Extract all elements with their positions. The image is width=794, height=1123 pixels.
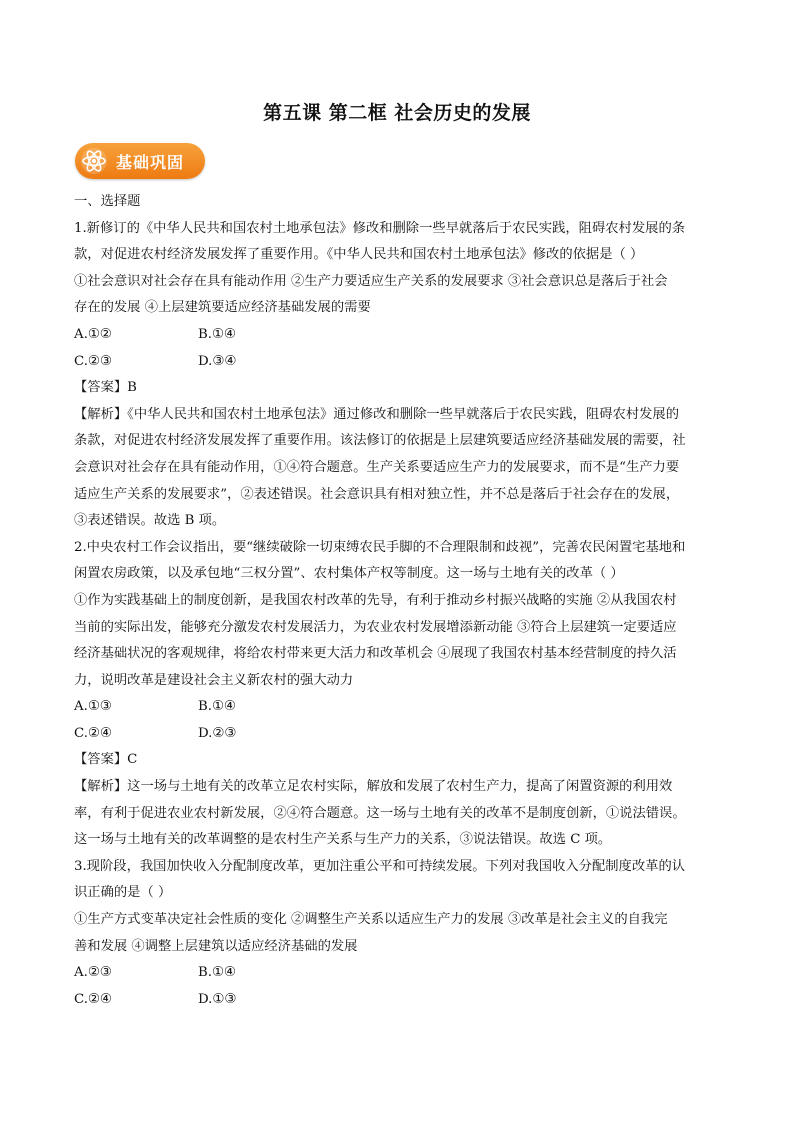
option-b: B.①④ [198,326,236,342]
option-c: C.②③ [74,353,112,369]
question-line: 1.新修订的《中华人民共和国农村土地承包法》修改和删除一些早就落后于农民实践，阻碍农村发展的条 [74,220,686,236]
analysis-line: 【解析】这一场与土地有关的改革立足农村实际，解放和发展了农村生产力，提高了闲置资源的利用效 [74,779,673,795]
option-c: C.②④ [74,725,112,741]
options-row [74,322,722,349]
analysis-line: 率，有利于促进农业农村新发展，②④符合题意。这一场与土地有关的改革不是制度创新，①说法错误。 [74,805,686,821]
atom-icon [80,147,108,175]
question-1 [74,216,722,535]
question-line: 当前的实际出发，能够充分激发农村发展活力，为农业农村发展增添新动能 ③符合上层建筑一定要适应 [74,619,677,635]
question-line: 存在的发展 ④上层建筑要适应经济基础发展的需要 [74,300,371,316]
question-line: 识正确的是（ ） [74,885,172,901]
question-line: ①作为实践基础上的制度创新，是我国农村改革的先导，有利于推动乡村振兴战略的实施 ②从我国农村 [74,592,677,608]
question-line: ①社会意识对社会存在具有能动作用 ②生产力要适应生产关系的发展要求 ③社会意识总是落后于社会 [74,273,668,289]
question-line: 款，对促进农村经济发展发挥了重要作用。《中华人民共和国农村土地承包法》修改的依据是（ ） [74,247,644,263]
analysis-line: 条款，对促进农村经济发展发挥了重要作用。该法修订的依据是上层建筑要适应经济基础发展的需要，社 [74,433,686,449]
answer: 【答案】C [74,752,138,768]
question-content [74,189,722,1013]
option-d: D.②③ [198,725,237,741]
answer: 【答案】B [74,380,137,396]
options-row [74,987,722,1014]
option-b: B.①④ [198,965,236,981]
option-a: A.②③ [74,965,112,981]
analysis-line: 会意识对社会存在具有能动作用，①④符合题意。生产关系要适应生产力的发展要求，而不是“生产力要 [74,459,680,475]
options-row [74,349,722,376]
analysis-line: ③表述错误。故选 B 项。 [74,513,226,529]
options-row [74,721,722,748]
option-c: C.②④ [74,991,112,1007]
option-a: A.①② [74,326,112,342]
options-row [74,960,722,987]
option-a: A.①③ [74,699,112,715]
analysis-line: 【解析】《中华人民共和国农村土地承包法》通过修改和删除一些早就落后于农民实践，阻碍农村发展的 [74,406,680,422]
page-title: 第五课 第二框 社会历史的发展 [263,102,531,124]
question-line: 善和发展 ④调整上层建筑以适应经济基础的发展 [74,938,358,954]
option-d: D.①③ [198,991,237,1007]
question-line: 2.中央农村工作会议指出，要“继续破除一切束缚农民手脚的不合理限制和歧视”，完善农民闲置宅基地和 [74,539,686,555]
badge-label: 基础巩固 [116,153,185,172]
section-badge [75,143,205,179]
option-d: D.③④ [198,353,237,369]
question-2 [74,535,722,854]
section-heading: 一、选择题 [74,194,141,209]
question-line: ①生产方式变革决定社会性质的变化 ②调整生产关系以适应生产力的发展 ③改革是社会主义的自我完 [74,912,668,928]
options-row [74,694,722,721]
analysis-line: 适应生产关系的发展要求”，②表述错误。社会意识具有相对独立性，并不总是落后于社会存在的发展， [74,486,680,502]
question-line: 闲置农房政策，以及承包地“三权分置”、农村集体产权等制度。这一场与土地有关的改革（ ） [74,566,624,582]
question-line: 力，说明改革是建设社会主义新农村的强大动力 [74,672,354,688]
question-line: 经济基础状况的客观规律，将给农村带来更大活力和改革机会 ④展现了我国农村基本经营制度的持久活 [74,646,677,662]
question-line: 3.现阶段，我国加快收入分配制度改革，更加注重公平和可持续发展。下列对我国收入分配制度改革的认 [74,858,686,874]
question-3 [74,854,722,1014]
analysis-line: 这一场与土地有关的改革调整的是农村生产关系与生产力的关系，③说法错误。故选 C 项。 [74,832,612,848]
option-b: B.①④ [198,699,236,715]
